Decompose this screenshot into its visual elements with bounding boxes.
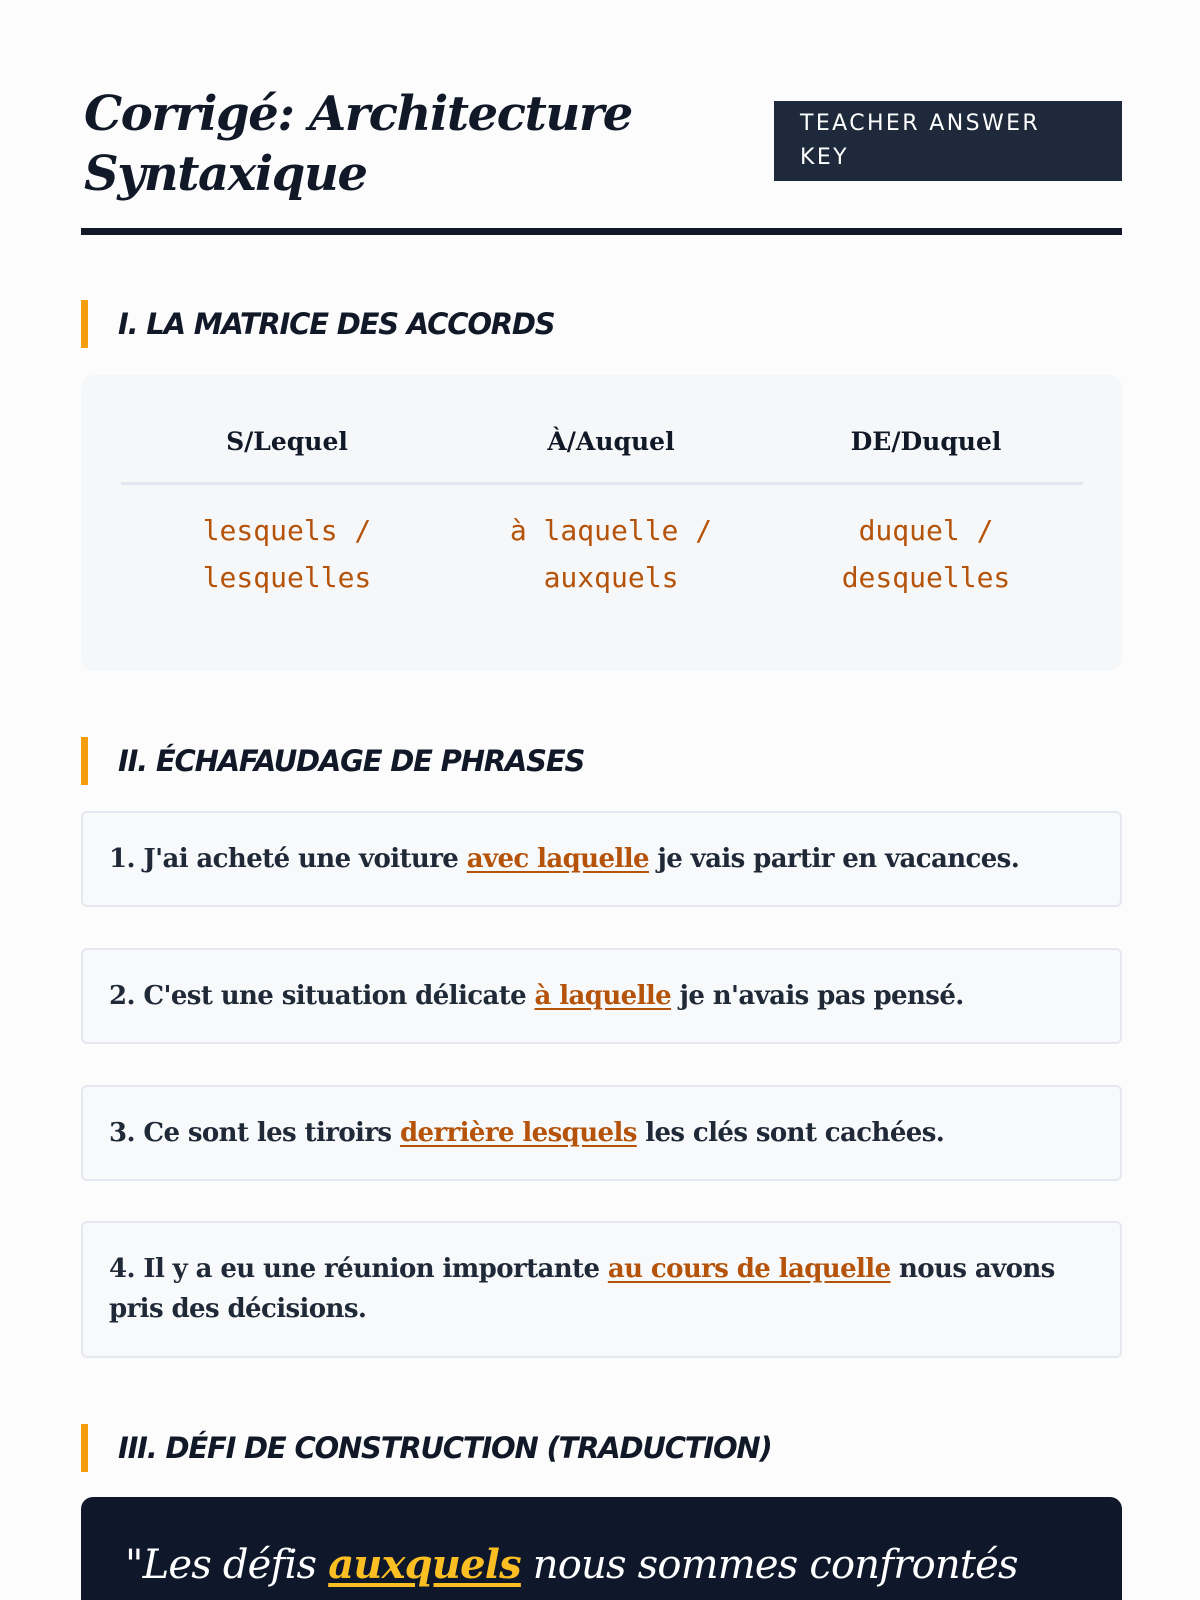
matrix-answer-cell: à laquelle / auxquels xyxy=(509,514,713,594)
section-heading-translation: III. DÉFI DE CONSTRUCTION (TRADUCTION) xyxy=(81,1424,1122,1472)
matrix-answer-cell: duquel / desquelles xyxy=(841,514,1011,594)
quote-highlight: auxquels xyxy=(328,1541,521,1588)
sentence-card xyxy=(81,1085,1122,1181)
answer-key-badge: TEACHER ANSWER KEY xyxy=(774,101,1122,181)
sentence-text: les clés sont cachées. xyxy=(636,1118,945,1148)
sentence-text: 1. J'ai acheté une voiture xyxy=(109,844,467,874)
page-title: Corrigé: Architecture Syntaxique xyxy=(84,86,632,202)
sentence-card xyxy=(81,948,1122,1044)
header-divider xyxy=(81,228,1122,235)
sentence-text: je vais partir en vacances. xyxy=(648,844,1020,874)
sentence-text: nous avons pris des décisions. xyxy=(109,1254,1055,1324)
sentence-text: 2. C'est une situation délicate xyxy=(109,981,535,1011)
section-heading-scaffolding: II. ÉCHAFAUDAGE DE PHRASES xyxy=(81,737,1122,785)
matrix-column-header: S/Lequel xyxy=(226,427,348,456)
matrix-table xyxy=(121,423,1083,601)
matrix-answer-cell: lesquels / lesquelles xyxy=(202,514,372,594)
agreement-matrix xyxy=(81,375,1122,671)
matrix-header-row xyxy=(121,423,1083,485)
sentence-text: 4. Il y a eu une réunion importante xyxy=(109,1254,608,1284)
sentence-text: je n'avais pas pensé. xyxy=(671,981,964,1011)
section-heading-matrix: I. LA MATRICE DES ACCORDS xyxy=(81,300,1122,348)
sentence-answer: avec laquelle xyxy=(466,844,649,874)
matrix-column-header: À/Auquel xyxy=(547,427,675,456)
quote-text: nous sommes confrontés xyxy=(520,1542,1018,1588)
sentence-answer: au cours de laquelle xyxy=(607,1254,891,1284)
document-header xyxy=(81,80,1122,235)
sentence-answer: derrière lesquels xyxy=(399,1118,637,1148)
quote-text: "Les défis xyxy=(125,1542,329,1588)
translation-quote-card xyxy=(81,1497,1122,1600)
sentence-card xyxy=(81,811,1122,907)
sentence-text: 3. Ce sont les tiroirs xyxy=(109,1118,400,1148)
sentence-card xyxy=(81,1221,1122,1358)
sentence-answer: à laquelle xyxy=(534,981,672,1011)
matrix-column-header: DE/Duquel xyxy=(850,427,1002,456)
matrix-answer-row xyxy=(121,485,1083,601)
